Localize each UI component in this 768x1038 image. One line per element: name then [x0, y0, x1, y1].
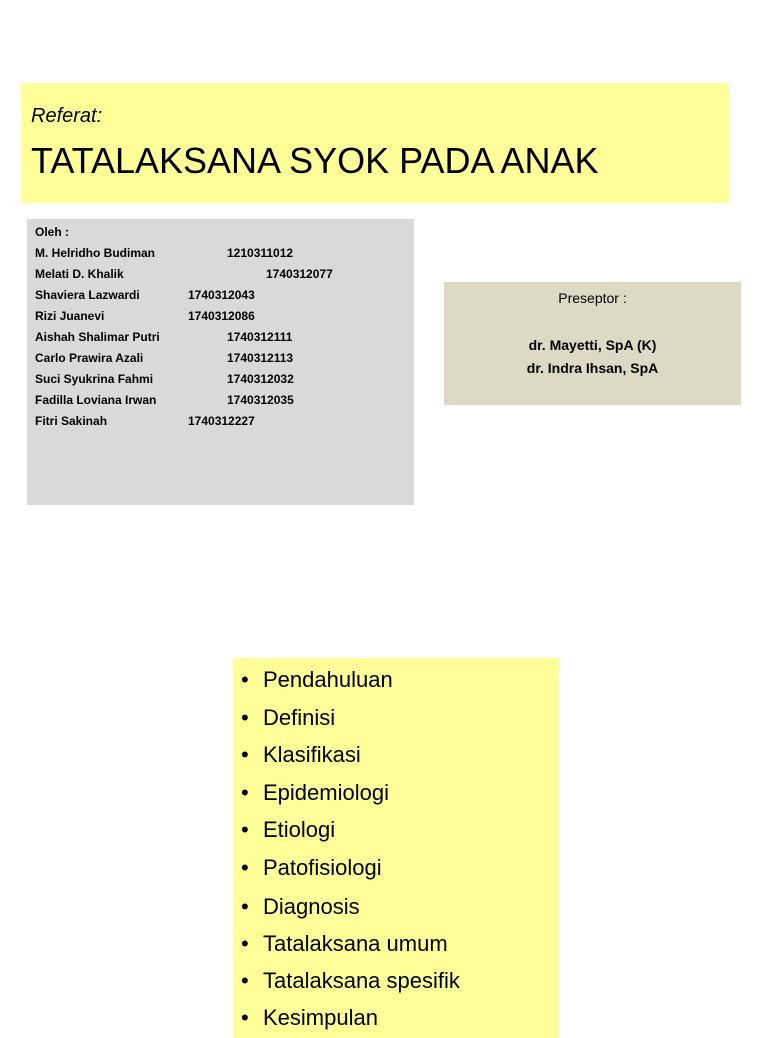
authors-box: [27, 219, 414, 505]
author-row: [35, 390, 405, 410]
author-name: Fadilla Loviana Irwan: [35, 393, 157, 407]
bullet-icon: •: [241, 1005, 249, 1030]
outline-item-label: Diagnosis: [263, 894, 360, 919]
outline-box: [233, 658, 559, 1038]
author-name: M. Helridho Budiman: [35, 246, 155, 260]
outline-item: [241, 737, 361, 773]
outline-item: [241, 812, 335, 848]
outline-item-label: Kesimpulan: [263, 1005, 378, 1030]
bullet-icon: •: [241, 742, 249, 767]
author-nim: 1740312113: [227, 351, 294, 365]
author-nim: 1740312111: [227, 330, 293, 344]
author-nim: 1740312086: [188, 309, 255, 323]
author-row: [35, 348, 405, 368]
outline-item: [241, 963, 460, 999]
author-nim: 1740312035: [227, 393, 294, 407]
preseptor-name: dr. Mayetti, SpA (K): [528, 337, 657, 353]
bullet-icon: •: [241, 705, 249, 730]
outline-item: [241, 775, 389, 811]
outline-item-label: Epidemiologi: [263, 780, 389, 805]
author-row: [35, 285, 405, 305]
bullet-icon: •: [241, 894, 249, 919]
bullet-icon: •: [241, 855, 249, 880]
outline-item-label: Klasifikasi: [263, 742, 361, 767]
outline-item-label: Pendahuluan: [263, 667, 393, 692]
outline-item: [241, 1000, 378, 1036]
outline-item: [241, 889, 360, 925]
author-row: [35, 306, 405, 326]
title-label: Referat:: [31, 105, 103, 127]
bullet-icon: •: [241, 667, 249, 692]
preseptor-heading: Preseptor :: [558, 290, 627, 306]
authors-heading: Oleh :: [35, 225, 70, 239]
author-row: [35, 411, 405, 431]
outline-item: [241, 662, 393, 698]
outline-item-label: Definisi: [263, 705, 336, 730]
outline-item: [241, 850, 382, 886]
outline-item: [241, 700, 335, 736]
author-name: Rizi Juanevi: [35, 309, 105, 323]
author-nim: 1740312043: [188, 288, 255, 302]
bullet-icon: •: [241, 780, 249, 805]
author-name: Shaviera Lazwardi: [35, 288, 140, 302]
author-row: [35, 264, 405, 284]
bullet-icon: •: [241, 817, 249, 842]
author-name: Aishah Shalimar Putri: [35, 330, 160, 344]
author-row: [35, 369, 405, 389]
author-name: Carlo Prawira Azali: [35, 351, 144, 365]
bullet-icon: •: [241, 931, 249, 956]
preseptor-box: [444, 282, 741, 405]
outline-item-label: Tatalaksana umum: [263, 931, 448, 956]
outline-item-label: Etiologi: [263, 817, 336, 842]
author-name: Suci Syukrina Fahmi: [35, 372, 154, 386]
outline-item-label: Patofisiologi: [263, 855, 382, 880]
title-box: [21, 83, 729, 203]
author-row: [35, 243, 405, 263]
outline-item: [241, 926, 448, 962]
page-title: TATALAKSANA SYOK PADA ANAK: [31, 140, 599, 181]
author-nim: 1740312032: [227, 372, 294, 386]
author-name: Fitri Sakinah: [35, 414, 108, 428]
preseptor-name: dr. Indra Ihsan, SpA: [526, 360, 659, 376]
author-row: [35, 327, 405, 347]
author-name: Melati D. Khalik: [35, 267, 124, 281]
author-nim: 1740312077: [266, 267, 333, 281]
author-nim: 1210311012: [227, 246, 294, 260]
bullet-icon: •: [241, 968, 249, 993]
outline-item-label: Tatalaksana spesifik: [263, 968, 460, 993]
author-nim: 1740312227: [188, 414, 255, 428]
